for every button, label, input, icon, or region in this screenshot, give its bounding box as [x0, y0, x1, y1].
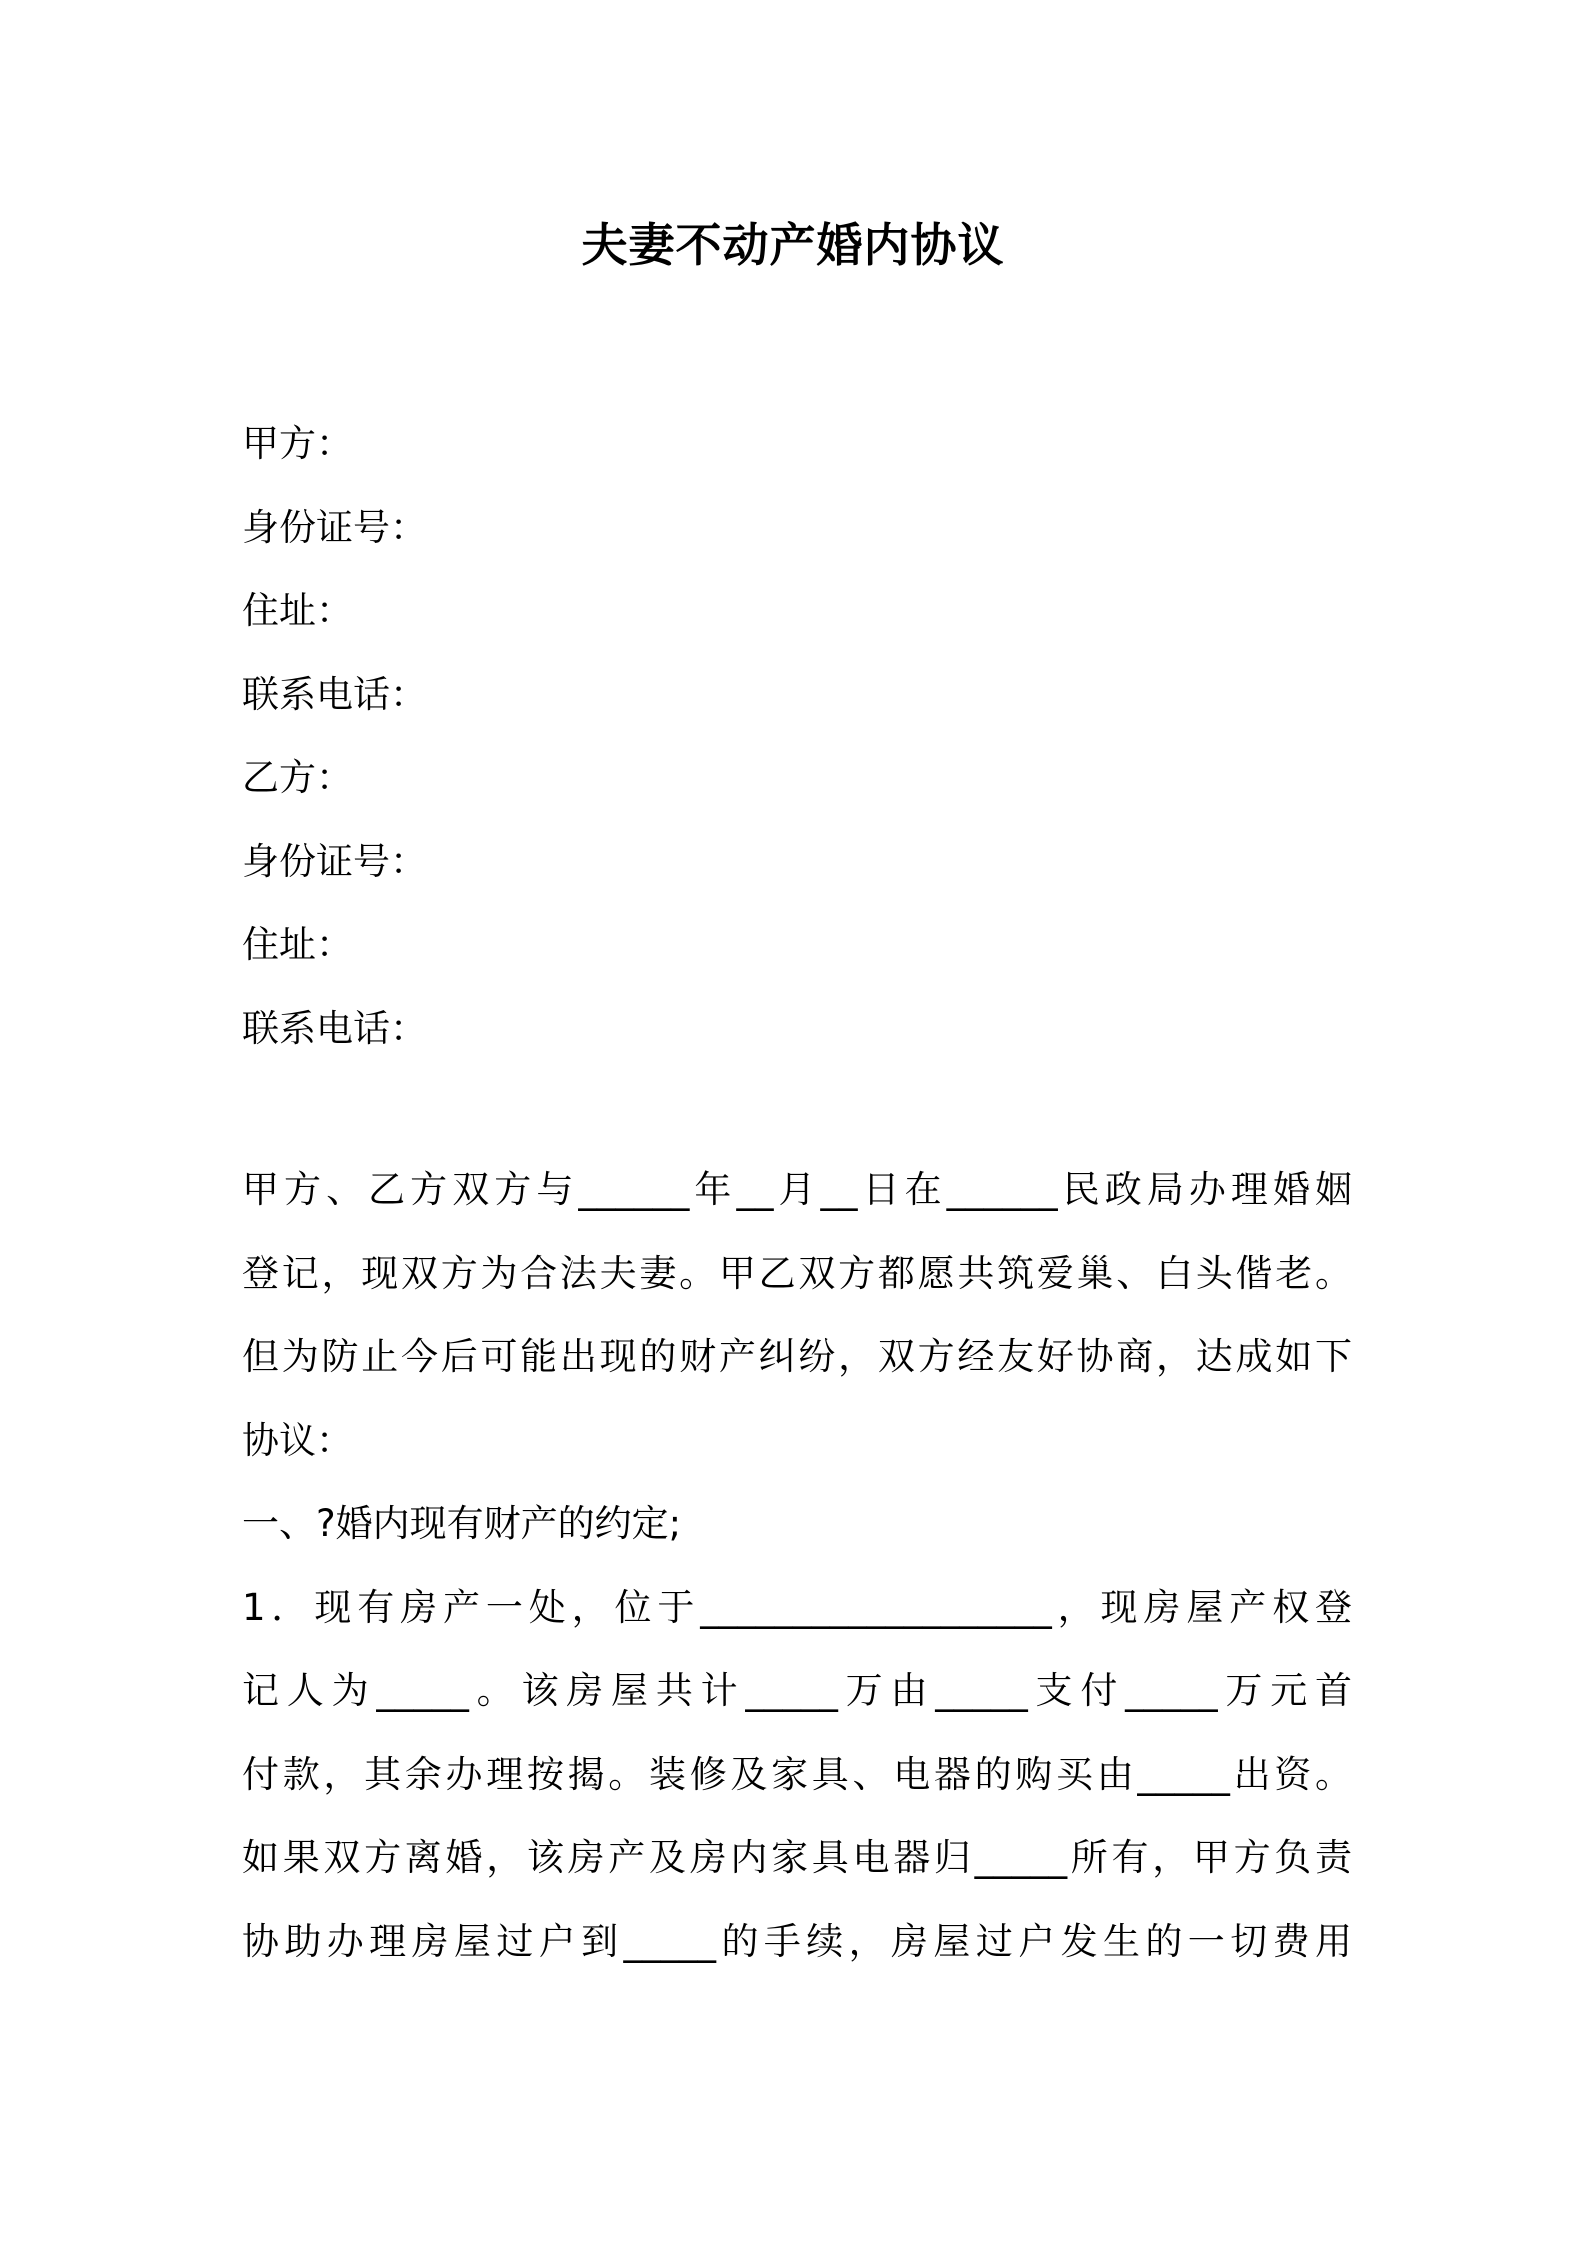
- party-a-phone-label: 联系电话：: [242, 672, 427, 716]
- document-title: 夫妻不动产婚内协议: [581, 218, 1005, 272]
- section-heading: 一、?婚内现有财产的约定;: [242, 1502, 682, 1545]
- body-line: 协议：: [242, 1418, 353, 1462]
- party-a-label: 甲方：: [242, 422, 353, 465]
- party-b-phone-label: 联系电话：: [242, 1006, 427, 1050]
- body-line: 付款，其余办理按揭。装修及家具、电器的购买由_____出资。: [242, 1752, 1352, 1796]
- party-b-label: 乙方：: [242, 756, 353, 799]
- body-line: 协助办理房屋过户到_____的手续，房屋过户发生的一切费用: [242, 1919, 1352, 1963]
- party-a-address-label: 住址：: [242, 589, 353, 632]
- body-line: 如果双方离婚，该房产及房内家具电器归_____所有，甲方负责: [242, 1836, 1352, 1879]
- agreement-body: [242, 1148, 1352, 1983]
- body-line: 但为防止今后可能出现的财产纠纷，双方经友好协商，达成如下: [242, 1335, 1352, 1378]
- body-line: 登记，现双方为合法夫妻。甲乙双方都愿共筑爱巢、白头偕老。: [242, 1251, 1352, 1295]
- body-line: 记人为_____。该房屋共计_____万由_____支付_____万元首: [242, 1669, 1352, 1712]
- party-a-id-number-label: 身份证号：: [242, 505, 427, 549]
- party-info-section: [242, 402, 1352, 1070]
- body-line: 甲方、乙方双方与______年__月__日在______民政局办理婚姻: [242, 1168, 1352, 1211]
- party-b-address-label: 住址：: [242, 923, 353, 966]
- body-line: 1．现有房产一处，位于___________________，现房屋产权登: [242, 1585, 1352, 1629]
- party-b-id-number-label: 身份证号：: [242, 839, 427, 883]
